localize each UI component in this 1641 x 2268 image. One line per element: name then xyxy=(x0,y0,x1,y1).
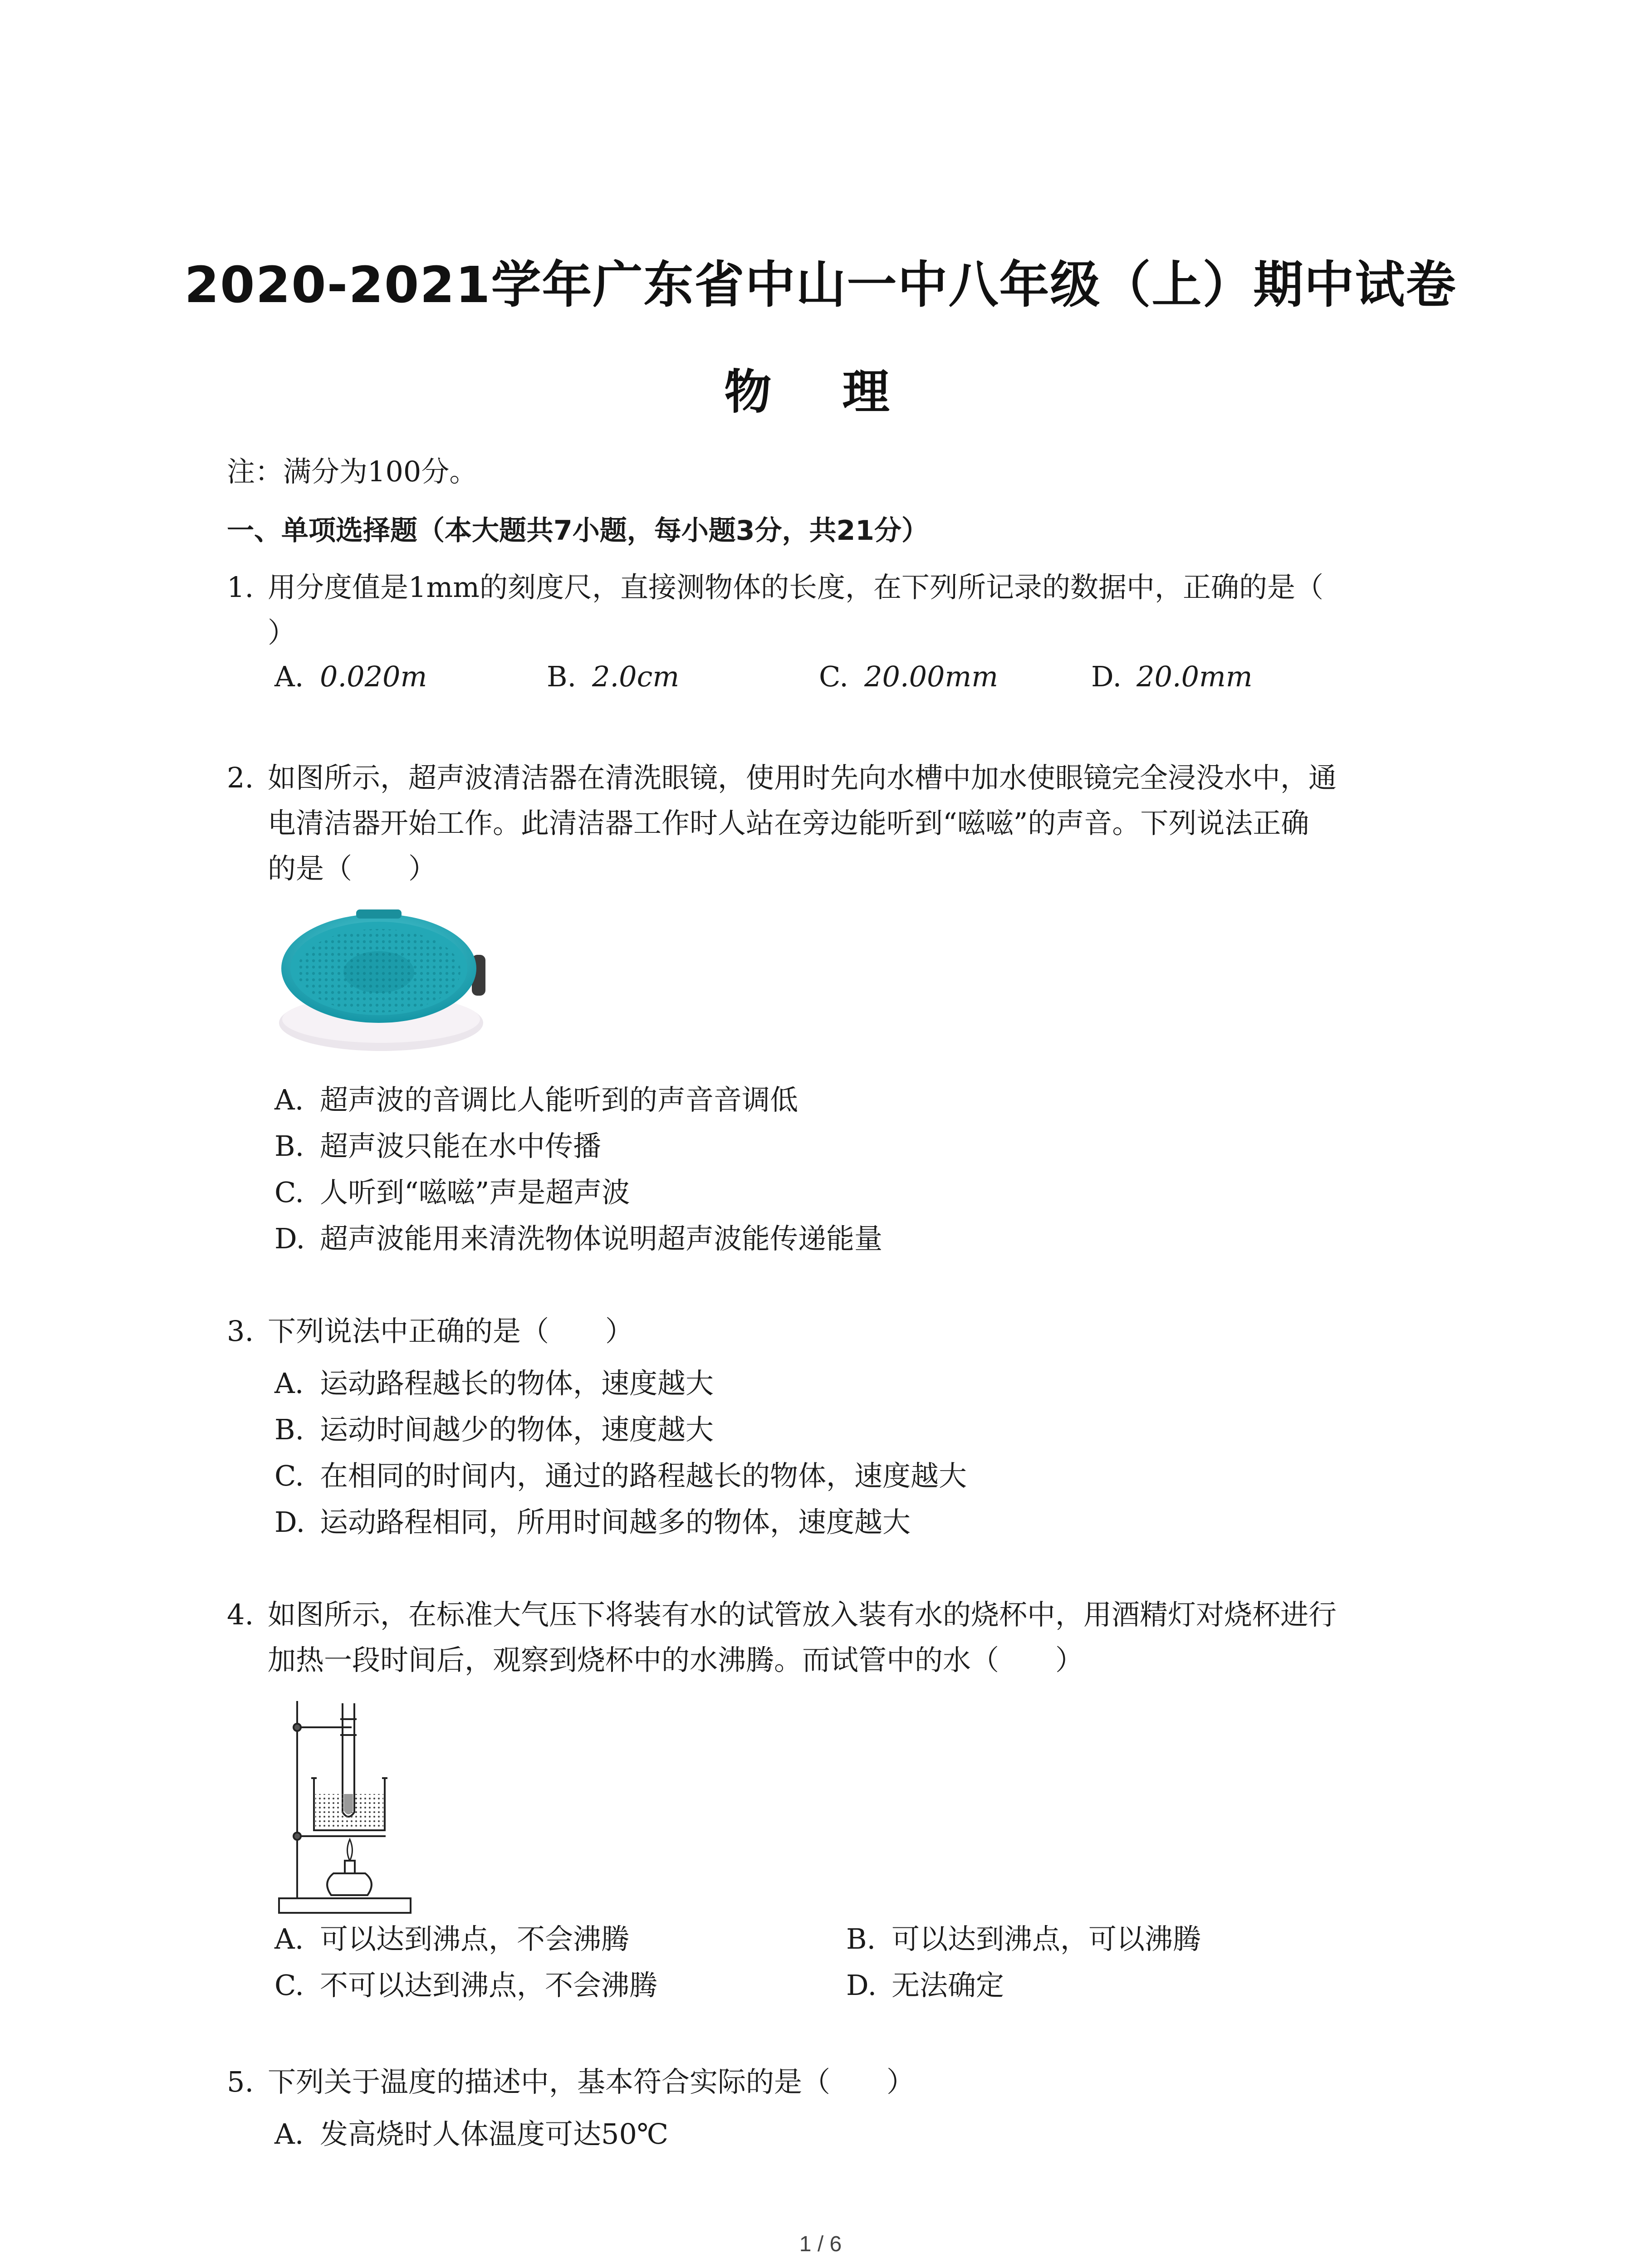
option-text: 0.020m xyxy=(320,660,427,693)
option-a[interactable] xyxy=(274,660,427,693)
subject-title: 物 理 xyxy=(724,364,917,420)
option-d[interactable] xyxy=(1091,660,1253,693)
option-c[interactable] xyxy=(819,660,998,693)
option-a[interactable] xyxy=(274,1361,714,1401)
option-text: 无法确定 xyxy=(892,1969,1004,2002)
option-letter: A. xyxy=(274,2117,304,2151)
option-text: 超声波能用来清洗物体说明超声波能传递能量 xyxy=(320,1222,883,1255)
option-a[interactable] xyxy=(274,1077,798,1118)
question-4 xyxy=(227,1592,1337,1683)
question-number: 4. xyxy=(227,1598,254,1631)
option-letter: C. xyxy=(819,660,848,693)
section-heading: 一、单项选择题（本大题共7小题，每小题3分，共21分） xyxy=(227,515,929,547)
option-letter: D. xyxy=(274,1222,305,1255)
ultrasonic-cleaner-image xyxy=(272,900,490,1055)
option-b[interactable] xyxy=(274,1124,601,1164)
option-letter: A. xyxy=(274,1922,304,1955)
question-3 xyxy=(227,1309,633,1354)
option-text: 超声波只能在水中传播 xyxy=(320,1129,602,1163)
question-number: 5. xyxy=(227,2065,254,2098)
question-stem: 如图所示，超声波清洁器在清洗眼镜，使用时先向水槽中加水使眼镜完全浸没水中，通 xyxy=(268,761,1337,794)
option-letter: D. xyxy=(846,1969,877,2002)
question-stem: 如图所示，在标准大气压下将装有水的试管放入装有水的烧杯中，用酒精灯对烧杯进行 xyxy=(268,1598,1337,1631)
question-stem-cont: ） xyxy=(268,616,296,649)
option-text: 在相同的时间内，通过的路程越长的物体，速度越大 xyxy=(320,1459,967,1492)
option-text: 20.00mm xyxy=(864,660,999,693)
option-text: 可以达到沸点，可以沸腾 xyxy=(892,1922,1201,1955)
option-text: 人听到“嗞嗞”声是超声波 xyxy=(320,1176,630,1209)
option-b[interactable] xyxy=(846,1916,1201,1957)
option-letter: B. xyxy=(846,1922,876,1955)
option-letter: A. xyxy=(274,1367,304,1400)
option-text: 不可以达到沸点，不会沸腾 xyxy=(320,1969,658,2002)
question-5 xyxy=(227,2059,915,2105)
question-stem: 下列关于温度的描述中，基本符合实际的是（ ） xyxy=(268,2065,915,2098)
page-number: 1 / 6 xyxy=(799,2232,842,2256)
option-letter: C. xyxy=(274,1176,304,1209)
exam-title: 2020-2021学年广东省中山一中八年级（上）期中试卷 xyxy=(184,256,1457,314)
option-letter: B. xyxy=(274,1413,304,1446)
option-text: 发高烧时人体温度可达50℃ xyxy=(320,2117,669,2151)
option-d[interactable] xyxy=(274,1216,882,1256)
option-a[interactable] xyxy=(274,2112,668,2152)
option-text: 运动路程相同，所用时间越多的物体，速度越大 xyxy=(320,1505,911,1539)
option-d[interactable] xyxy=(846,1963,1004,2003)
option-text: 可以达到沸点，不会沸腾 xyxy=(320,1922,630,1955)
option-c[interactable] xyxy=(274,1170,630,1210)
option-letter: A. xyxy=(274,660,304,693)
question-stem-cont: 电清洁器开始工作。此清洁器工作时人站在旁边能听到“嗞嗞”的声音。下列说法正确 xyxy=(268,807,1309,840)
option-letter: C. xyxy=(274,1969,304,2002)
option-d[interactable] xyxy=(274,1500,911,1540)
question-number: 3. xyxy=(227,1315,254,1348)
question-stem-cont: 的是（ ） xyxy=(268,852,437,885)
score-note: 注：满分为100分。 xyxy=(227,455,478,488)
question-stem: 下列说法中正确的是（ ） xyxy=(268,1315,634,1348)
option-text: 运动路程越长的物体，速度越大 xyxy=(320,1367,714,1400)
option-letter: C. xyxy=(274,1459,304,1492)
option-letter: D. xyxy=(274,1505,305,1539)
option-letter: B. xyxy=(274,1129,304,1163)
option-b[interactable] xyxy=(547,660,679,693)
option-letter: B. xyxy=(547,660,577,693)
option-text: 20.0mm xyxy=(1136,660,1253,693)
question-number: 2. xyxy=(227,761,254,794)
boiling-apparatus-diagram xyxy=(272,1692,417,1919)
option-b[interactable] xyxy=(274,1407,714,1447)
option-text: 运动时间越少的物体，速度越大 xyxy=(320,1413,714,1446)
option-c[interactable] xyxy=(274,1963,657,2003)
question-stem-cont: 加热一段时间后，观察到烧杯中的水沸腾。而试管中的水（ ） xyxy=(268,1643,1084,1677)
option-text: 超声波的音调比人能听到的声音音调低 xyxy=(320,1083,798,1116)
option-text: 2.0cm xyxy=(592,660,680,693)
question-2 xyxy=(227,755,1337,891)
option-letter: D. xyxy=(1091,660,1122,693)
option-letter: A. xyxy=(274,1083,304,1116)
question-1 xyxy=(227,565,1323,655)
option-c[interactable] xyxy=(274,1453,967,1494)
option-a[interactable] xyxy=(274,1916,629,1957)
question-number: 1. xyxy=(227,571,254,604)
question-stem: 用分度值是1mm的刻度尺，直接测物体的长度，在下列所记录的数据中，正确的是（ xyxy=(268,571,1324,604)
